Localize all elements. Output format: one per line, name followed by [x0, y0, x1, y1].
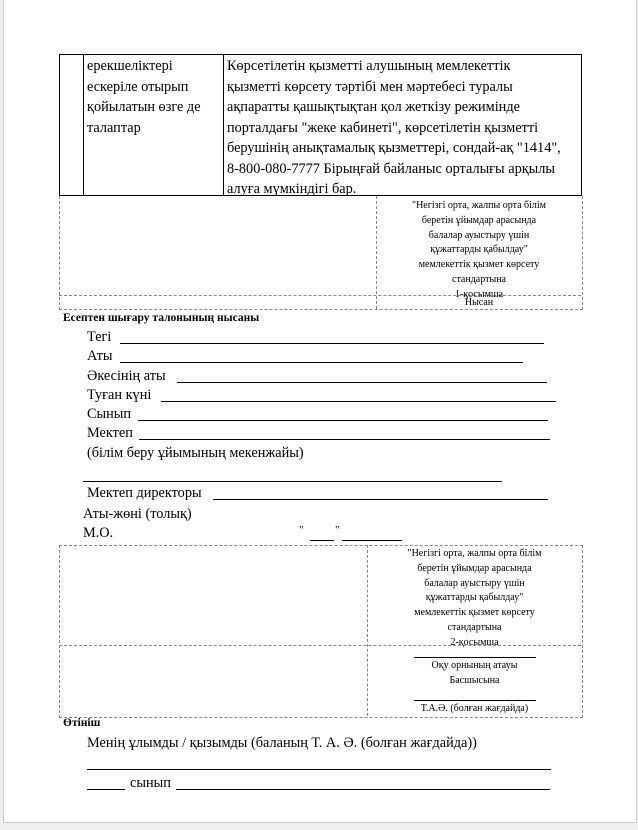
field-patronymic-label: Әкесінің аты [87, 368, 166, 384]
class-number-input[interactable] [87, 789, 125, 790]
field-name-label: Аты [87, 348, 113, 364]
date-day-input[interactable] [310, 540, 334, 541]
class-label: сынып [130, 775, 171, 791]
appendix1-caption-line: мемлекеттік қызмет көрсету [418, 259, 540, 271]
appendix1-caption-line: стандартына [452, 273, 506, 285]
requirement-text-line: ақпаратты қашықтықтан қол жеткізу режимінде [227, 99, 520, 115]
appendix1-caption-line: беретін ұйымдар арасында [421, 214, 537, 226]
requirement-text-line: алуға мүмкіндігі бар. [227, 181, 357, 197]
requirement-text-line: берушінің анықтамалық қызметтері, сондай-ақ "1414", [227, 140, 561, 156]
requirement-text-line: қызметті көрсету тәртібі мен мәртебесі туралы [227, 78, 513, 95]
child-name-input[interactable] [87, 769, 551, 770]
form1-title: Есептен шығару талонының нысаны [63, 312, 260, 324]
recipient-label: Басшысына [449, 675, 500, 686]
requirement-text-cell [224, 55, 581, 196]
date-quote-close: " [335, 524, 340, 536]
appendix2-caption-line: беретін ұйымдар арасында [417, 562, 532, 574]
appendix1-caption-line: "Негізгі орта, жалпы орта білім [411, 200, 546, 211]
field-name-input[interactable] [120, 362, 523, 363]
application-text: Менің ұлымды / қызымды (баланың Т. А. Ә. (болған жағдайда)) [87, 735, 477, 751]
requirement-title-line: қойылатын өзге де [87, 99, 201, 115]
requirement-text-line: 8-800-080-7777 Бірыңғай байланыс орталығы арқылы [227, 160, 556, 177]
appendix1-caption-line: 1-қосымша [454, 288, 504, 300]
appendix2-caption-line: мемлекеттік қызмет көрсету [414, 607, 535, 619]
appendix1-caption-line: құжаттарды қабылдау" [430, 244, 528, 256]
field-class-label: Сынып [87, 406, 132, 422]
requirement-title-line: талаптар [87, 119, 141, 136]
director-input[interactable] [213, 499, 548, 500]
form-label: Нысан [464, 297, 494, 308]
director-label: Мектеп директоры [87, 485, 202, 501]
field-patronymic-input[interactable] [177, 382, 547, 383]
stamp-label: М.О. [83, 525, 114, 541]
address-label: (білім беру ұйымының мекенжайы) [87, 445, 304, 461]
application-title: Өтініш [63, 717, 101, 729]
date-quote-open: " [299, 524, 304, 536]
class-detail-input[interactable] [176, 789, 550, 790]
requirement-text-line: порталдағы "жеке кабинеті", көрсетілетін қызметті [227, 119, 539, 136]
requirement-title-cell [84, 55, 224, 195]
appendix2-caption-line: "Негізгі орта, жалпы орта білім [407, 548, 542, 559]
appendix2-caption [368, 547, 581, 651]
date-month-input[interactable] [342, 540, 402, 541]
appendix2-caption-line: стандартына [447, 621, 502, 633]
row-number-cell [60, 55, 84, 195]
address-input[interactable] [83, 481, 502, 482]
appendix2-caption-line: 2-қосымша [450, 636, 499, 648]
field-class-input[interactable] [138, 420, 548, 421]
requirement-text-line: Көрсетілетін қызметті алушының мемлекеттік [227, 58, 511, 74]
head-name-input[interactable] [414, 700, 536, 701]
field-birthdate-label: Туған күні [87, 387, 152, 403]
appendix1-caption [377, 199, 581, 303]
requirement-title-line: ескеріле отырып [87, 78, 189, 95]
head-name-note: Т.А.Ә. (болған жағдайда) [420, 703, 529, 714]
field-birthdate-input[interactable] [161, 401, 556, 402]
requirements-table [59, 54, 582, 196]
document-page [3, 0, 637, 823]
fullname-label: Аты-жөні (толық) [83, 506, 192, 522]
field-school-input[interactable] [139, 439, 550, 440]
field-school-label: Мектеп [87, 425, 133, 441]
appendix1-caption-line: балалар ауыстыру үшін [428, 229, 530, 241]
institution-name-label: Оқу орнының атауы [431, 660, 518, 671]
field-surname-label: Тегі [87, 329, 112, 345]
requirement-title-line: ерекшеліктері [87, 58, 173, 74]
institution-name-input[interactable] [414, 657, 536, 658]
field-surname-input[interactable] [120, 343, 544, 344]
appendix2-caption-line: құжаттарды қабылдау" [425, 592, 524, 604]
appendix2-caption-line: балалар ауыстыру үшін [424, 577, 525, 589]
